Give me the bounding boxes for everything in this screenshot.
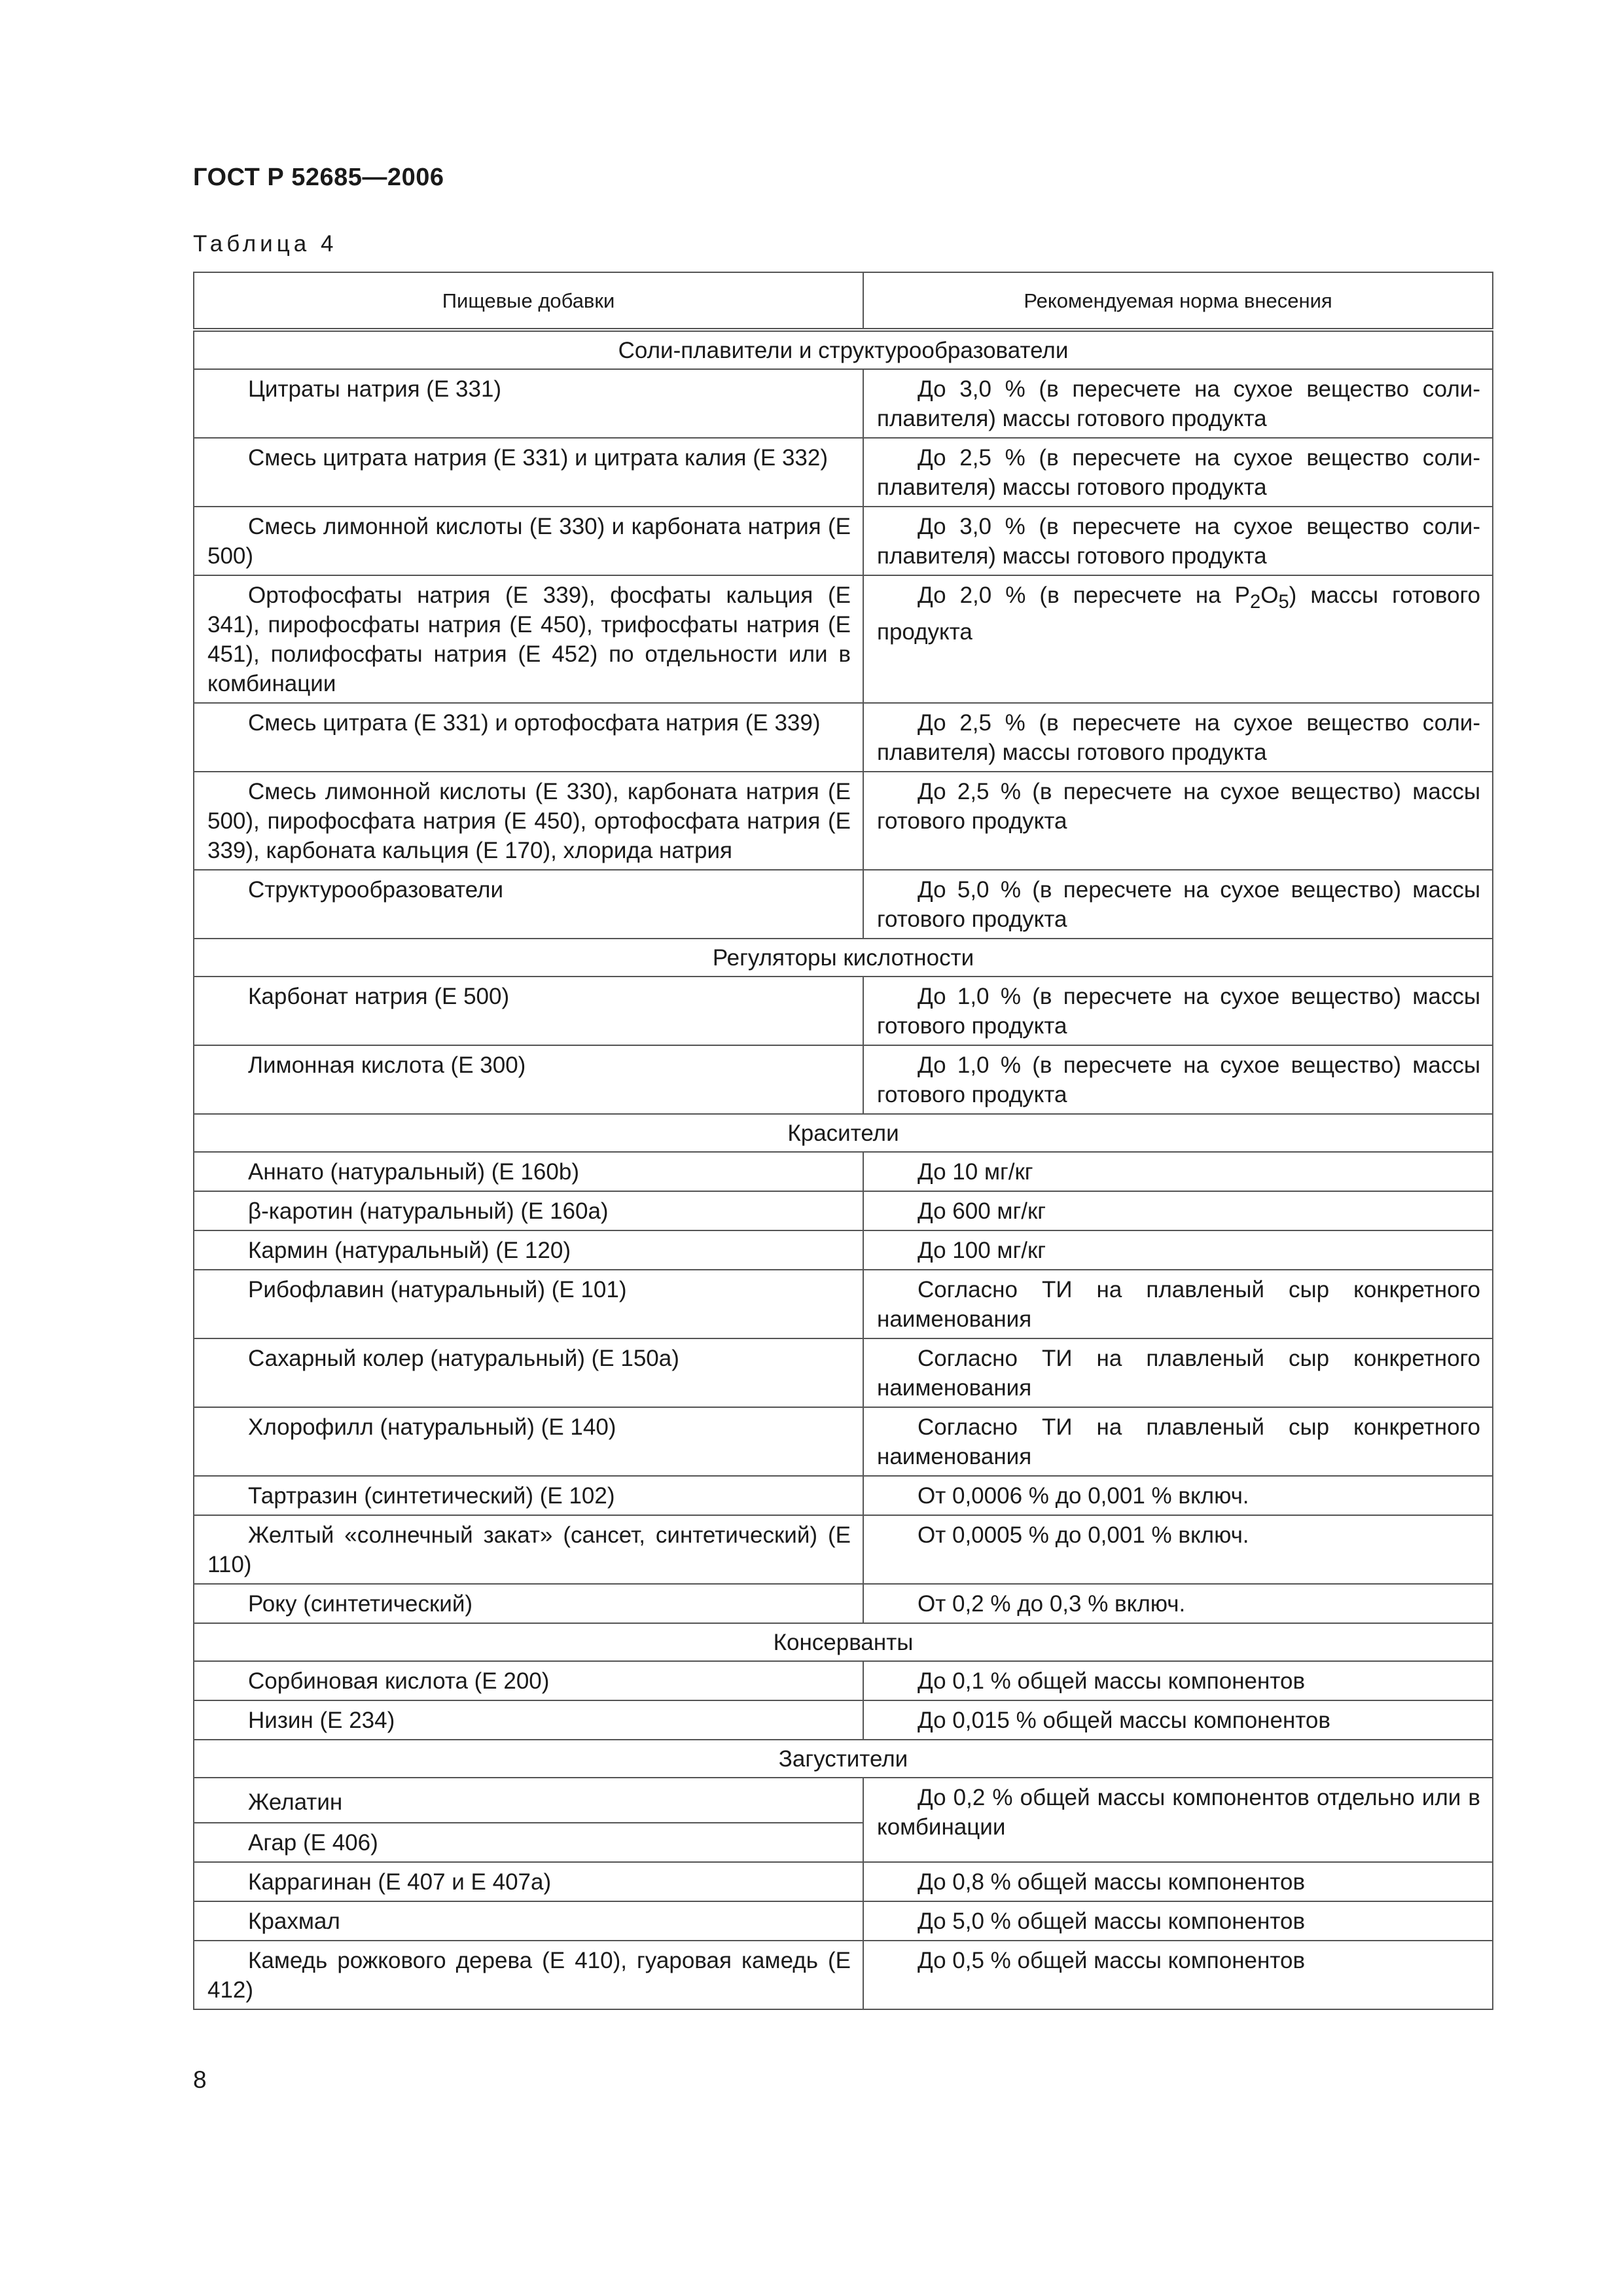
additives-table: [193, 272, 1493, 2010]
dosage-norm: До 0,015 % общей массы компонентов: [863, 1700, 1493, 1740]
section-row: [194, 1114, 1493, 1152]
table-row: [194, 1862, 1493, 1901]
additive-name: Каррагинан (Е 407 и Е 407а): [194, 1862, 863, 1901]
dosage-norm: Согласно ТИ на плавленый сыр конкретного наименования: [863, 1270, 1493, 1338]
dosage-norm: До 1,0 % (в пересчете на сухое вещество) массы готового продукта: [863, 977, 1493, 1045]
table-row: [194, 369, 1493, 438]
table-row: [194, 870, 1493, 939]
table-row: [194, 1191, 1493, 1230]
table-row: [194, 1700, 1493, 1740]
table-row: [194, 1941, 1493, 2009]
dosage-norm: От 0,2 % до 0,3 % включ.: [863, 1584, 1493, 1623]
additive-name: Желтый «солнечный закат» (сансет, синтетический) (Е 110): [194, 1515, 863, 1584]
additive-name: Сорбиновая кислота (Е 200): [194, 1661, 863, 1700]
section-row: [194, 1740, 1493, 1778]
additive-name: Кармин (натуральный) (Е 120): [194, 1230, 863, 1270]
dosage-norm: Согласно ТИ на плавленый сыр конкретного наименования: [863, 1338, 1493, 1407]
section-title: Соли-плавители и структурообразователи: [194, 330, 1493, 369]
section-title: Загустители: [194, 1740, 1493, 1778]
table-row: [194, 1045, 1493, 1114]
table-row: [194, 1230, 1493, 1270]
dosage-norm: До 0,8 % общей массы компонентов: [863, 1862, 1493, 1901]
page-number: 8: [193, 2066, 207, 2093]
additive-name: Крахмал: [194, 1901, 863, 1941]
section-row: [194, 1623, 1493, 1661]
dosage-norm: [863, 575, 1493, 703]
dosage-norm: До 600 мг/кг: [863, 1191, 1493, 1230]
document-header: ГОСТ Р 52685—2006: [193, 164, 444, 191]
additive-name: Карбонат натрия (Е 500): [194, 977, 863, 1045]
section-row: [194, 939, 1493, 977]
additive-name: Смесь цитрата натрия (Е 331) и цитрата калия (Е 332): [194, 438, 863, 507]
table-row: [194, 1270, 1493, 1338]
section-title: Регуляторы кислотности: [194, 939, 1493, 977]
dosage-norm: От 0,0006 % до 0,001 % включ.: [863, 1476, 1493, 1515]
table-row: [194, 1778, 1493, 1823]
norm-text-end: ) массы готового продукта: [877, 583, 1480, 645]
additive-name: β-каротин (натуральный) (Е 160а): [194, 1191, 863, 1230]
additive-name: Сахарный колер (натуральный) (Е 150а): [194, 1338, 863, 1407]
table-row: [194, 1661, 1493, 1700]
table-row: [194, 575, 1493, 703]
additive-name: Желатин: [194, 1778, 863, 1823]
table-row: [194, 1152, 1493, 1191]
dosage-norm: До 5,0 % общей массы компонентов: [863, 1901, 1493, 1941]
table-row: [194, 772, 1493, 870]
section-row: [194, 330, 1493, 369]
additive-name: Хлорофилл (натуральный) (Е 140): [194, 1407, 863, 1476]
additive-name: Рибофлавин (натуральный) (Е 101): [194, 1270, 863, 1338]
additive-name: Року (синтетический): [194, 1584, 863, 1623]
additive-name: Цитраты натрия (Е 331): [194, 369, 863, 438]
additive-name: Агар (Е 406): [194, 1823, 863, 1862]
dosage-norm: До 2,5 % (в пересчете на сухое вещество) массы готового продукта: [863, 772, 1493, 870]
norm-text-mid: O: [1260, 583, 1279, 608]
norm-text-start: До 2,0 % (в пересчете на P: [918, 583, 1250, 608]
additive-name: Смесь лимонной кислоты (Е 330) и карбоната натрия (Е 500): [194, 507, 863, 575]
additive-name: Лимонная кислота (Е 300): [194, 1045, 863, 1114]
additive-name: Низин (Е 234): [194, 1700, 863, 1740]
dosage-norm: От 0,0005 % до 0,001 % включ.: [863, 1515, 1493, 1584]
table-row: [194, 1584, 1493, 1623]
additive-name: Камедь рожкового дерева (Е 410), гуаровая камедь (Е 412): [194, 1941, 863, 2009]
additive-name: Аннато (натуральный) (Е 160b): [194, 1152, 863, 1191]
table-row: [194, 703, 1493, 772]
dosage-norm: До 2,5 % (в пересчете на сухое вещество соли-плавителя) массы готового продукта: [863, 438, 1493, 507]
subscript: 2: [1250, 592, 1261, 613]
dosage-norm: До 0,2 % общей массы компонентов отдельно или в комбинации: [863, 1778, 1493, 1862]
additive-name: Структурообразователи: [194, 870, 863, 939]
dosage-norm: До 0,1 % общей массы компонентов: [863, 1661, 1493, 1700]
dosage-norm: До 5,0 % (в пересчете на сухое вещество) массы готового продукта: [863, 870, 1493, 939]
dosage-norm: До 100 мг/кг: [863, 1230, 1493, 1270]
dosage-norm: До 2,5 % (в пересчете на сухое вещество соли-плавителя) массы готового продукта: [863, 703, 1493, 772]
column-header-norm: Рекомендуемая норма внесения: [863, 272, 1493, 330]
table-row: [194, 977, 1493, 1045]
table-row: [194, 1901, 1493, 1941]
table-row: [194, 1476, 1493, 1515]
table-row: [194, 1338, 1493, 1407]
table-header-row: [194, 272, 1493, 330]
table-caption: Таблица 4: [193, 231, 338, 257]
dosage-norm: До 3,0 % (в пересчете на сухое вещество соли-плавителя) массы готового продукта: [863, 507, 1493, 575]
dosage-norm: До 0,5 % общей массы компонентов: [863, 1941, 1493, 2009]
table-row: [194, 507, 1493, 575]
additive-name: Смесь лимонной кислоты (Е 330), карбоната натрия (Е 500), пирофосфата натрия (Е 450), ортофосфата натрия (Е 339), карбоната кальция (Е 170), хлорида натрия: [194, 772, 863, 870]
table-row: [194, 1515, 1493, 1584]
dosage-norm: До 10 мг/кг: [863, 1152, 1493, 1191]
additive-name: Смесь цитрата (Е 331) и ортофосфата натрия (Е 339): [194, 703, 863, 772]
subscript: 5: [1278, 592, 1289, 613]
dosage-norm: Согласно ТИ на плавленый сыр конкретного наименования: [863, 1407, 1493, 1476]
dosage-norm: До 1,0 % (в пересчете на сухое вещество) массы готового продукта: [863, 1045, 1493, 1114]
column-header-additives: Пищевые добавки: [194, 272, 863, 330]
section-title: Красители: [194, 1114, 1493, 1152]
section-title: Консерванты: [194, 1623, 1493, 1661]
additive-name: Ортофосфаты натрия (Е 339), фосфаты кальция (Е 341), пирофосфаты натрия (Е 450), трифосфаты натрия (Е 451), полифосфаты натрия (Е 452) по отдельности или в комбинации: [194, 575, 863, 703]
table-row: [194, 1407, 1493, 1476]
additive-name: Тартразин (синтетический) (Е 102): [194, 1476, 863, 1515]
dosage-norm: До 3,0 % (в пересчете на сухое вещество соли-плавителя) массы готового продукта: [863, 369, 1493, 438]
table-row: [194, 438, 1493, 507]
